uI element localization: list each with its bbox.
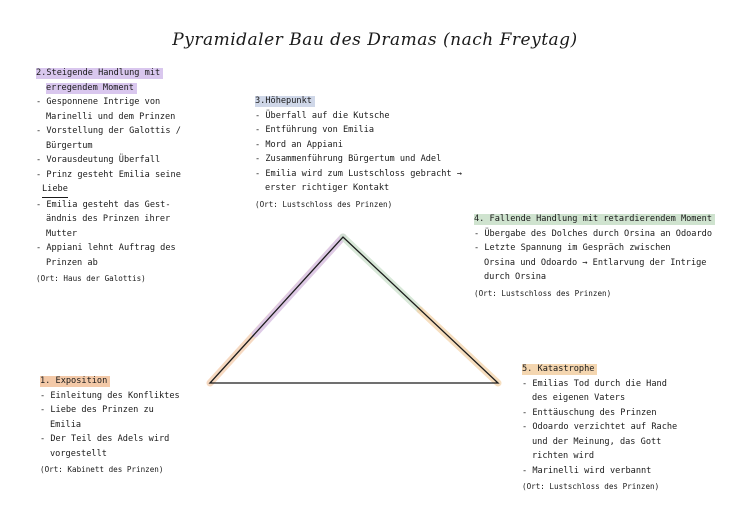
steigende-line: - Vorstellung der Galottis /: [36, 126, 181, 136]
hoehepunkt-line: - Emilia wird zum Lustschloss gebracht →: [255, 168, 462, 179]
steigende-line: - Gesponnene Intrige von: [36, 97, 161, 107]
steigende-line: Prinzen ab: [46, 257, 98, 268]
katastrophe-ort: (Ort: Lustschloss des Prinzen): [522, 482, 660, 491]
fallende-line: durch Orsina: [484, 272, 547, 282]
exposition-line: - Einleitung des Konfliktes: [40, 390, 180, 401]
steigende-line: Mutter: [46, 228, 78, 239]
hoehepunkt-line: - Überfall auf die Kutsche: [255, 110, 390, 121]
steigende-line: - Emilia gesteht das Gest-: [36, 199, 171, 210]
fallende-heading: 4. Fallende Handlung mit retardierendem Moment: [474, 214, 715, 225]
steigende-line: - Vorausdeutung Überfall: [36, 155, 161, 165]
exposition-line: vorgestellt: [50, 448, 107, 459]
katastrophe-line: des eigenen Vaters: [532, 393, 626, 403]
steigende-ort: (Ort: Haus der Galottis): [36, 274, 146, 283]
hoehepunkt-line: - Entführung von Emilia: [255, 125, 374, 135]
hoehepunkt-line: - Zusammenführung Bürgertum und Adel: [255, 154, 442, 164]
exposition-line: - Liebe des Prinzen zu: [40, 405, 154, 415]
hoehepunkt-line: - Mord an Appiani: [255, 139, 343, 150]
katastrophe-heading: 5. Katastrophe: [522, 364, 597, 375]
katastrophe-line: richten wird: [532, 451, 595, 461]
exposition-ort: (Ort: Kabinett des Prinzen): [40, 465, 164, 474]
exposition-line: Emilia: [50, 419, 82, 430]
fallende-line: - Letzte Spannung im Gespräch zwischen: [474, 243, 671, 253]
katastrophe-line: und der Meinung, das Gott: [532, 436, 662, 447]
katastrophe-line: - Odoardo verzichtet auf Rache: [522, 422, 678, 432]
katastrophe-line: - Marinelli wird verbannt: [522, 465, 652, 476]
steigende-line: ändnis des Prinzen ihrer: [46, 214, 171, 224]
steigende-line: - Prinz gesteht Emilia seine: [36, 169, 181, 180]
hoehepunkt-block: [255, 94, 495, 212]
exposition-line: - Der Teil des Adels wird: [40, 434, 170, 444]
fallende-ort: (Ort: Lustschloss des Prinzen): [474, 288, 612, 298]
steigende-heading-1: 2.Steigende Handlung mit: [36, 68, 163, 79]
hoehepunkt-line: erster richtiger Kontakt: [265, 183, 390, 193]
steigende-line: Marinelli und dem Prinzen: [46, 111, 176, 122]
katastrophe-line: - Emilias Tod durch die Hand: [522, 378, 667, 389]
page-title: Pyramidaler Bau des Dramas (nach Freytag): [172, 30, 578, 50]
steigende-line: Bürgertum: [46, 140, 93, 151]
steigende-line: - Appiani lehnt Auftrag des: [36, 243, 176, 253]
fallende-block: [474, 212, 744, 301]
exposition-block: [40, 374, 210, 478]
pyramid-outline: [210, 237, 498, 383]
fallende-line: Orsina und Odoardo → Entlarvung der Intrige: [484, 257, 707, 268]
steigende-block: [36, 66, 236, 287]
katastrophe-block: [522, 362, 732, 495]
katastrophe-line: - Enttäuschung des Prinzen: [522, 407, 657, 418]
steigende-heading-2: erregendem Moment: [46, 83, 137, 94]
exposition-heading: 1. Exposition: [40, 376, 110, 387]
steigende-line: Liebe: [42, 182, 68, 198]
fallende-line: - Übergabe des Dolches durch Orsina an Odoardo: [474, 228, 712, 239]
hoehepunkt-heading: 3.Höhepunkt: [255, 96, 315, 107]
hoehepunkt-ort: (Ort: Lustschloss des Prinzen): [255, 199, 393, 209]
